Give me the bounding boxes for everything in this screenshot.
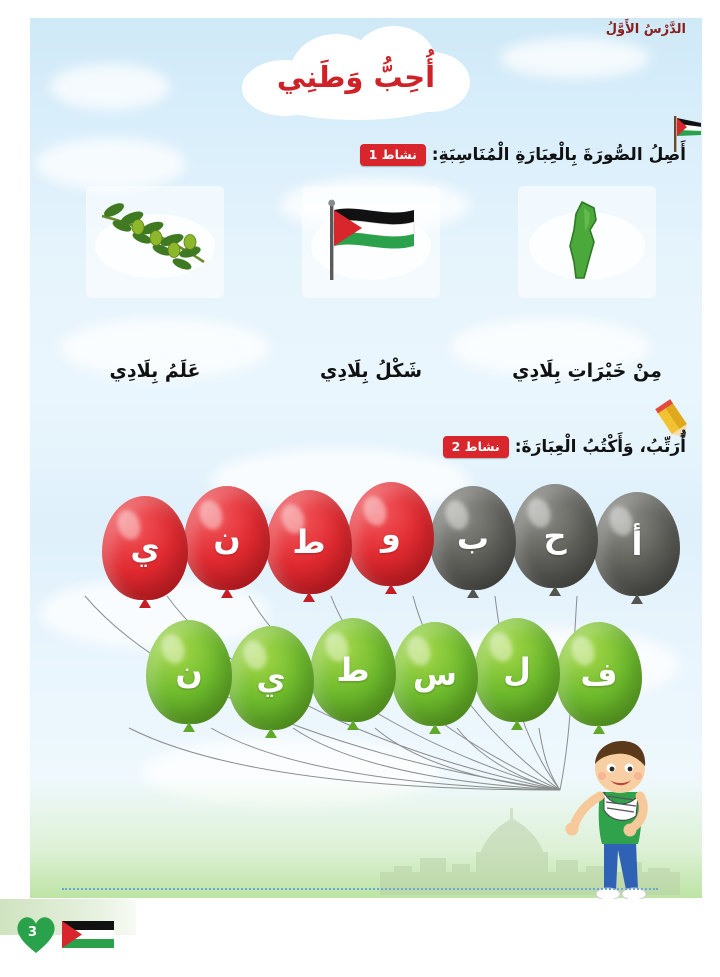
page-title: أُحِبُّ وَطَنِي (276, 60, 436, 94)
balloon-knot (139, 598, 151, 608)
balloon-letter: ي (130, 529, 160, 567)
page-number: 3 (28, 925, 38, 940)
pencil-icon (654, 396, 702, 440)
balloon-letter: ب (456, 519, 490, 557)
balloon-letter: ح (543, 517, 567, 555)
word-alam-biladi[interactable]: عَلَمُ بِلَادِي (109, 360, 201, 382)
balloon-letter: ف (580, 655, 618, 693)
boy-holding-balloons-illustration (560, 730, 690, 910)
balloon-knot (303, 592, 315, 602)
balloon-letter-taa[interactable] (266, 490, 352, 594)
balloon-letter-seen[interactable] (392, 622, 478, 726)
activity-1-tag: نشاط 1 (360, 144, 426, 166)
balloon-letter-ya[interactable] (102, 496, 188, 600)
balloon-knot (549, 586, 561, 596)
balloon-knot (221, 588, 233, 598)
balloon-letter-ha[interactable] (512, 484, 598, 588)
balloon-knot (631, 594, 643, 604)
activity-1-header (360, 144, 686, 166)
balloon-knot (385, 584, 397, 594)
palestine-flag-image[interactable] (302, 186, 440, 298)
cloud-decoration (50, 64, 170, 110)
balloon-letter-lam[interactable] (474, 618, 560, 722)
balloon-letter: ن (175, 653, 203, 691)
balloon-letter: ل (503, 651, 531, 689)
balloon-knot (511, 720, 523, 730)
balloon-letter-ba[interactable] (430, 486, 516, 590)
activity-2-instruction: أُرَتِّبُ، وَأَكْتُبُ الْعِبَارَةَ: (514, 437, 686, 457)
cloud-decoration (36, 138, 186, 190)
balloon-letter: أ (631, 525, 643, 563)
balloon-knot (467, 588, 479, 598)
balloon-letter: ط (292, 523, 326, 561)
balloon-letter-noon2[interactable] (146, 620, 232, 724)
balloon-letter: ن (213, 519, 241, 557)
balloon-letter: ي (256, 659, 286, 697)
activity-1-word-row (62, 360, 662, 394)
activity-2-tag: نشاط 2 (443, 436, 509, 458)
activity-2-header (443, 436, 686, 458)
activity-1-picture-row (62, 186, 662, 306)
page-footer (0, 899, 720, 977)
balloon-letter: س (412, 655, 458, 693)
balloon-letter-fa[interactable] (556, 622, 642, 726)
palestine-flag-icon (62, 919, 114, 953)
balloon-letter: و (381, 515, 401, 553)
activity-1-instruction: أَصِلُ الصُّورَةَ بِالْعِبَارَةِ الْمُنَاسِبَةِ: (431, 145, 686, 165)
balloon-letter-alef[interactable] (594, 492, 680, 596)
word-shakl-biladi[interactable]: شَكْلُ بِلَادِي (319, 360, 423, 382)
cloud-decoration (500, 38, 650, 78)
map-of-palestine-image[interactable] (518, 186, 656, 298)
balloon-letter-taa2[interactable] (310, 618, 396, 722)
olive-branch-image[interactable] (86, 186, 224, 298)
title-cloud (232, 26, 480, 122)
lesson-label: الدَّرْسُ الأَوَّلُ (605, 22, 686, 37)
balloon-letter-waw[interactable] (348, 482, 434, 586)
balloon-knot (429, 724, 441, 734)
balloon-letter: ط (336, 651, 370, 689)
balloon-letter-ya2[interactable] (228, 626, 314, 730)
balloon-knot (265, 728, 277, 738)
balloon-knot (183, 722, 195, 732)
balloon-letter-noon[interactable] (184, 486, 270, 590)
word-min-khayrat-biladi[interactable]: مِنْ خَيْرَاتِ بِلَادِي (512, 360, 662, 382)
dotted-writing-line[interactable] (62, 888, 658, 890)
balloon-knot (347, 720, 359, 730)
